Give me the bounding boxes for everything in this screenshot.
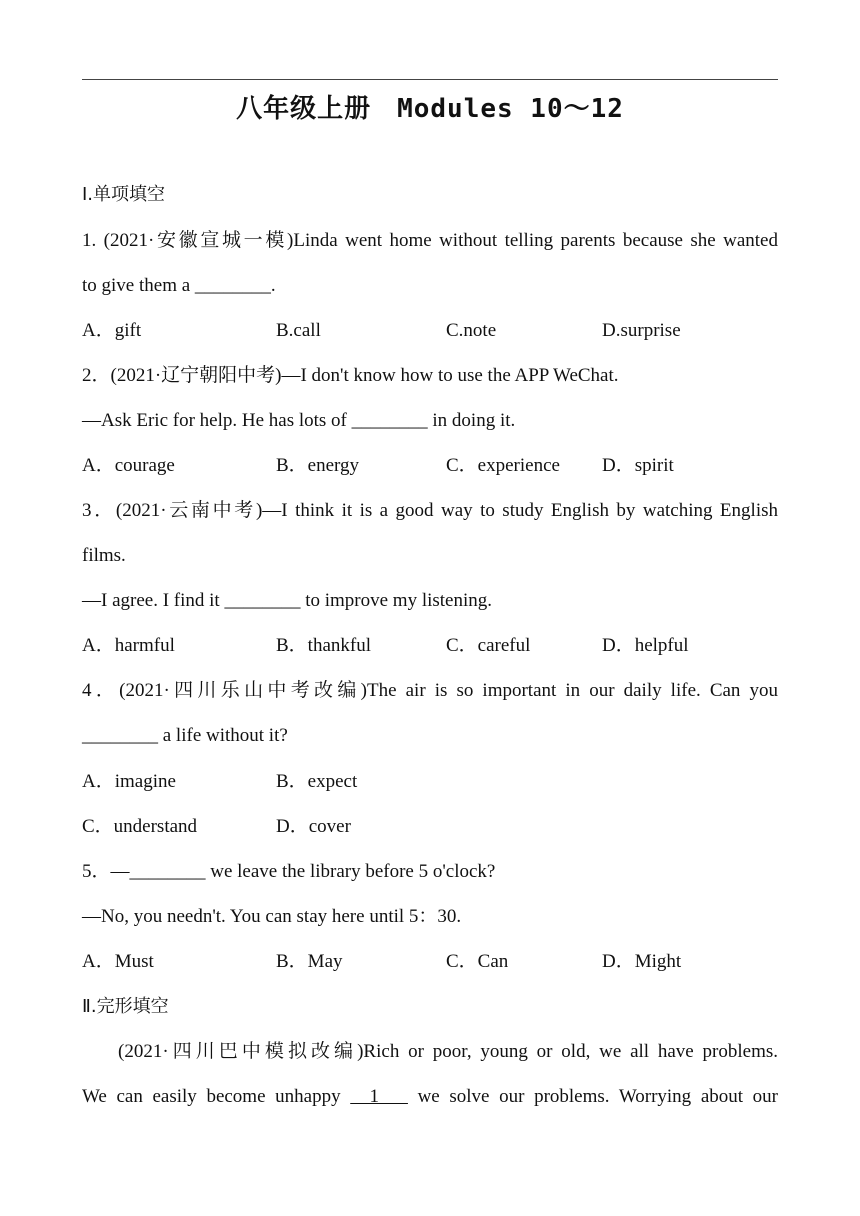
top-rule: [82, 79, 778, 80]
question-5-line-2: —No, you needn't. You can stay here until 5：30.: [82, 906, 462, 927]
question-3-line-3: —I agree. I find it ________ to improve my listening.: [82, 590, 493, 611]
q5-option-a: A．Must: [82, 951, 154, 972]
passage-line-2: [82, 1085, 778, 1109]
q4-option-a: A．imagine: [82, 771, 176, 792]
question-3-line-2: films.: [82, 545, 126, 566]
question-5-line-1: 5．—________ we leave the library before 5 o'clock?: [82, 861, 496, 882]
q1-option-a: A．gift: [82, 320, 142, 341]
q2-option-a: A．courage: [82, 455, 175, 476]
q1-option-c: C.note: [446, 320, 497, 341]
q3-option-d: D．helpful: [602, 635, 689, 656]
passage-line-1: (2021·四川巴中模拟改编)Rich or poor, young or old, we all have problems.: [118, 1041, 778, 1062]
question-4-line-2: ________ a life without it?: [82, 725, 288, 746]
q5-option-d: D．Might: [602, 951, 682, 972]
question-1-line-1: 1. (2021·安徽宣城一模)Linda went home without telling parents because she wanted: [82, 230, 778, 251]
title-modules: Modules 10～12: [397, 94, 624, 124]
q4-option-b: B．expect: [276, 771, 358, 792]
q3-option-c: C．careful: [446, 635, 531, 656]
question-1-line-2: to give them a ________.: [82, 275, 276, 296]
q5-option-c: C．Can: [446, 951, 509, 972]
question-3-line-1: 3．(2021·云南中考)—I think it is a good way to study English by watching English: [82, 500, 778, 521]
question-4-line-1: 4．(2021·四川乐山中考改编)The air is so important in our daily life. Can you: [82, 680, 778, 701]
q5-option-b: B．May: [276, 951, 343, 972]
page-title: [0, 88, 860, 125]
q4-option-d: D．cover: [276, 816, 351, 837]
blank-1: 1: [350, 1086, 408, 1107]
question-2-line-2: —Ask Eric for help. He has lots of ________ in doing it.: [82, 410, 516, 431]
section-heading-single-choice: Ⅰ.单项填空: [82, 184, 166, 205]
q2-option-c: C．experience: [446, 455, 560, 476]
q1-option-d: D.surprise: [602, 320, 681, 341]
section-heading-cloze: Ⅱ.完形填空: [82, 996, 169, 1017]
passage-line-2-end: we solve our problems. Worrying about our: [407, 1086, 778, 1107]
question-2-line-1: 2．(2021·辽宁朝阳中考)—I don't know how to use the APP WeChat.: [82, 365, 619, 386]
q3-option-b: B．thankful: [276, 635, 371, 656]
q2-option-d: D．spirit: [602, 455, 674, 476]
q3-option-a: A．harmful: [82, 635, 175, 656]
passage-line-2-start: We can easily become unhappy: [82, 1086, 351, 1107]
q4-option-c: C．understand: [82, 816, 198, 837]
title-grade: 八年级上册: [236, 94, 372, 124]
q1-option-b: B.call: [276, 320, 321, 341]
q2-option-b: B．energy: [276, 455, 360, 476]
